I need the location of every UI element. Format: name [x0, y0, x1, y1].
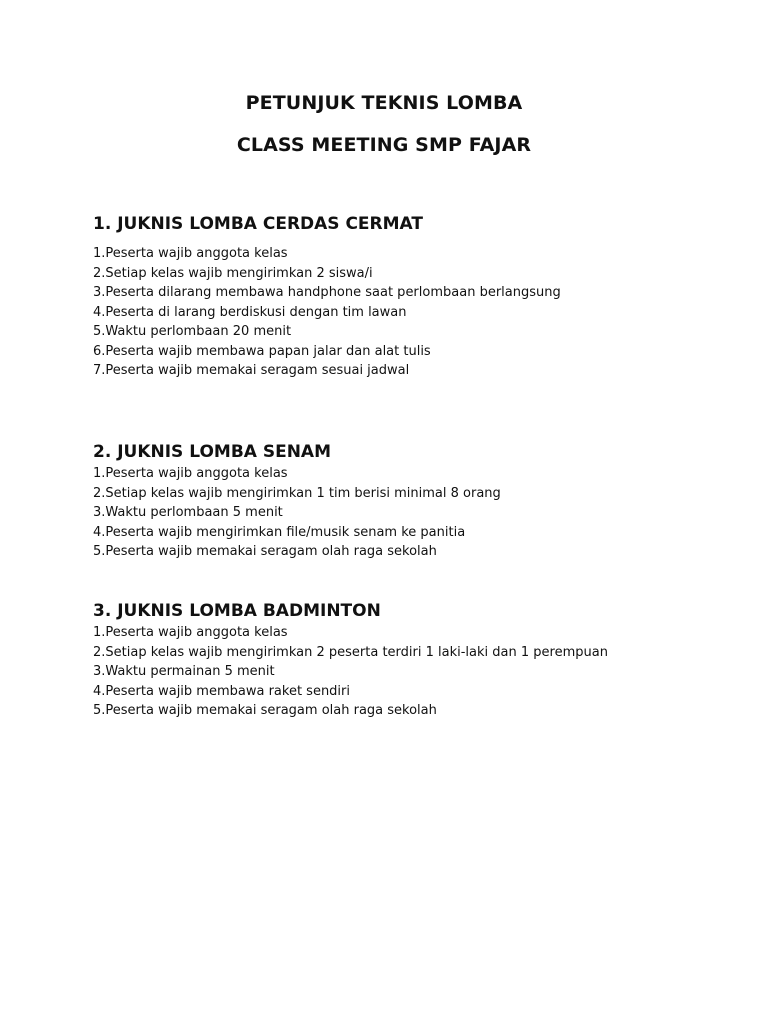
list-item: 5.Peserta wajib memakai seragam olah raga sekolah — [93, 544, 437, 559]
section-badminton — [93, 600, 733, 721]
list-item: 2.Setiap kelas wajib mengirimkan 1 tim berisi minimal 8 orang — [93, 485, 501, 501]
list-item: 6.Peserta wajib membawa papan jalar dan alat tulis — [93, 343, 431, 359]
list-item: 2.Setiap kelas wajib mengirimkan 2 siswa/i — [93, 265, 373, 281]
list-item: 3.Waktu permainan 5 menit — [93, 664, 275, 679]
list-item: 3.Waktu perlombaan 5 menit — [93, 505, 283, 520]
list-item: 1.Peserta wajib anggota kelas — [93, 466, 288, 481]
rule-list — [93, 464, 733, 562]
list-item: 1.Peserta wajib anggota kelas — [93, 625, 288, 640]
document-title: PETUNJUK TEKNIS LOMBA — [245, 92, 523, 114]
list-item: 3.Peserta dilarang membawa handphone saat perlombaan berlangsung — [93, 285, 561, 300]
list-item: 5.Waktu perlombaan 20 menit — [93, 324, 292, 339]
document-subtitle: CLASS MEETING SMP FAJAR — [236, 134, 532, 156]
rule-list — [93, 623, 733, 721]
section-heading: 1. JUKNIS LOMBA CERDAS CERMAT — [93, 214, 423, 234]
list-item: 4.Peserta di larang berdiskusi dengan tim lawan — [93, 304, 407, 320]
list-item: 7.Peserta wajib memakai seragam sesuai jadwal — [93, 363, 410, 378]
list-item: 4.Peserta wajib membawa raket sendiri — [93, 683, 351, 699]
list-item: 5.Peserta wajib memakai seragam olah raga sekolah — [93, 703, 437, 718]
section-cerdas-cermat — [93, 213, 733, 381]
rule-list — [93, 244, 733, 381]
section-heading: 2. JUKNIS LOMBA SENAM — [93, 442, 332, 462]
list-item: 4.Peserta wajib mengirimkan file/musik senam ke panitia — [93, 524, 466, 540]
list-item: 2.Setiap kelas wajib mengirimkan 2 peserta terdiri 1 laki-laki dan 1 perempuan — [93, 644, 608, 660]
list-item: 1.Peserta wajib anggota kelas — [93, 246, 288, 261]
section-senam — [93, 441, 733, 562]
section-heading: 3. JUKNIS LOMBA BADMINTON — [93, 601, 381, 621]
